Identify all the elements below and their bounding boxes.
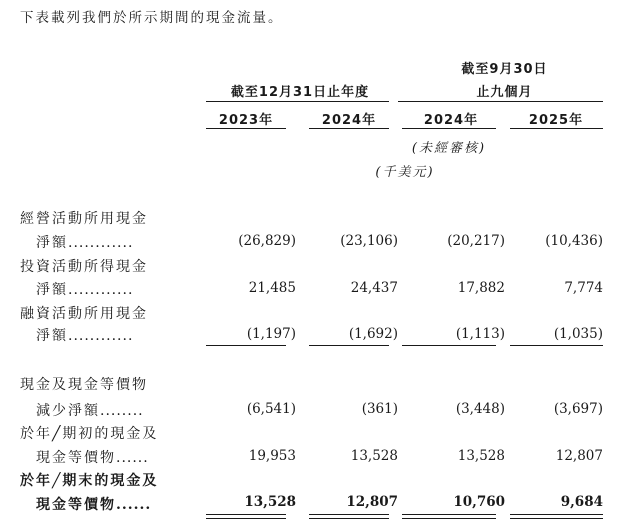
cell-operating-2024-9m: (20,217) (447, 233, 505, 249)
cell-operating-2023: (26,829) (238, 233, 296, 249)
total-double-rule-1b (206, 518, 286, 519)
row-label-beginning-cash-line1: 於年╱期初的現金及 (20, 426, 159, 442)
row-label-investing-line1: 投資活動所得現金 (20, 259, 148, 275)
row-label-beginning-cash-line2: 現金等價物...... (36, 450, 149, 466)
cell-financing-2023: (1,197) (246, 326, 296, 342)
cell-beginning-cash-2025-9m: 12,807 (555, 448, 603, 464)
cell-beginning-cash-2024-9m: 13,528 (457, 448, 505, 464)
row-label-operating-line2: 淨額............ (36, 235, 134, 251)
total-double-rule-2b (309, 518, 389, 519)
total-double-rule-4b (510, 518, 603, 519)
row-label-financing-line1: 融資活動所用現金 (20, 306, 148, 322)
row-label-ending-cash-line1: 於年╱期末的現金及 (20, 473, 159, 489)
total-double-rule-3b (402, 518, 496, 519)
unit-note: (千美元) (375, 165, 435, 180)
row-label-net-decrease-line2: 減少淨額........ (36, 403, 144, 419)
cell-ending-cash-2024-9m: 10,760 (453, 494, 505, 510)
total-double-rule-1a (206, 514, 286, 515)
row-label-net-decrease-line1: 現金及現金等價物 (20, 377, 148, 393)
cell-financing-2024-9m: (1,113) (455, 326, 505, 342)
total-double-rule-4a (510, 514, 603, 515)
row-label-ending-cash-line2: 現金等價物...... (36, 497, 152, 513)
row-label-investing-line2: 淨額............ (36, 282, 134, 298)
cell-net-decrease-2025-9m: (3,697) (553, 401, 603, 417)
cell-beginning-cash-2024: 13,528 (350, 448, 398, 464)
year-underline-1 (206, 128, 286, 129)
cell-investing-2023: 21,485 (248, 280, 296, 296)
total-double-rule-3a (402, 514, 496, 515)
cell-ending-cash-2024: 12,807 (346, 494, 398, 510)
cell-financing-2025-9m: (1,035) (553, 326, 603, 342)
row-label-financing-line2: 淨額............ (36, 328, 134, 344)
cell-net-decrease-2024: (361) (361, 401, 398, 417)
period-header-year-end: 截至12月31日止年度 (230, 85, 370, 100)
year-header-2024-interim: 2024年 (423, 113, 479, 128)
year-header-2024: 2024年 (321, 113, 377, 128)
year-underline-2 (309, 128, 389, 129)
intro-text: 下表載列我們於所示期間的現金流量。 (20, 10, 284, 26)
cell-investing-2025-9m: 7,774 (564, 280, 603, 296)
cell-operating-2024: (23,106) (340, 233, 398, 249)
row-label-operating-line1: 經營活動所用現金 (20, 211, 148, 227)
subtotal-rule-2 (309, 345, 389, 346)
cell-beginning-cash-2023: 19,953 (248, 448, 296, 464)
cell-investing-2024-9m: 17,882 (457, 280, 505, 296)
year-header-2025-interim: 2025年 (528, 113, 584, 128)
unaudited-note: (未經審核) (411, 141, 487, 156)
cell-ending-cash-2023: 13,528 (244, 494, 296, 510)
header-underline-year-group (206, 101, 389, 102)
period-header-nine-months-line2: 止九個月 (476, 85, 533, 100)
cell-financing-2024: (1,692) (348, 326, 398, 342)
cell-net-decrease-2023: (6,541) (246, 401, 296, 417)
total-double-rule-2a (309, 514, 389, 515)
cell-net-decrease-2024-9m: (3,448) (455, 401, 505, 417)
subtotal-rule-4 (510, 345, 603, 346)
year-underline-3 (402, 128, 496, 129)
header-underline-nine-month-group (398, 101, 603, 102)
subtotal-rule-3 (402, 345, 496, 346)
cell-ending-cash-2025-9m: 9,684 (560, 494, 603, 510)
subtotal-rule-1 (206, 345, 286, 346)
period-header-nine-months-line1: 截至9月30日 (461, 62, 548, 77)
year-underline-4 (510, 128, 603, 129)
cell-operating-2025-9m: (10,436) (545, 233, 603, 249)
cell-investing-2024: 24,437 (350, 280, 398, 296)
year-header-2023: 2023年 (218, 113, 274, 128)
